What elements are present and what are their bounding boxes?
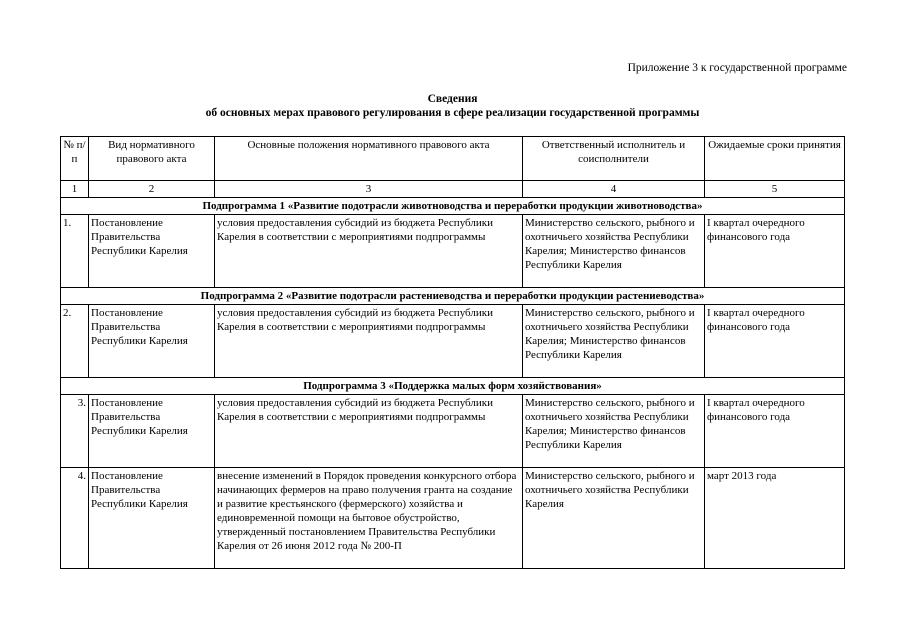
deadline: I квартал очередного финансового года xyxy=(705,305,845,378)
row-number: 4. xyxy=(61,468,89,569)
title-line-2: об основных мерах правового регулирования в сфере реализации государственной программы xyxy=(205,107,700,119)
executor: Министерство сельского, рыбного и охотничьего хозяйства Республики Карелия; Министерство финансов Республики Карелия xyxy=(523,395,705,468)
row-number: 1. xyxy=(61,215,89,288)
column-number: 5 xyxy=(705,181,845,198)
table-row xyxy=(61,468,845,569)
measures-table xyxy=(60,136,845,569)
title-line-1: Сведения xyxy=(427,93,478,105)
column-number: 4 xyxy=(523,181,705,198)
subprogram-row xyxy=(61,198,845,215)
subprogram-row xyxy=(61,378,845,395)
column-number: 3 xyxy=(215,181,523,198)
header-cell: Основные положения нормативного правового акта xyxy=(215,137,523,181)
header-cell: № п/п xyxy=(61,137,89,181)
row-number: 3. xyxy=(61,395,89,468)
deadline: I квартал очередного финансового года xyxy=(705,215,845,288)
subprogram-row xyxy=(61,288,845,305)
column-number: 1 xyxy=(61,181,89,198)
act-type: Постановление Правительства Республики Карелия xyxy=(89,395,215,468)
act-content: внесение изменений в Порядок проведения конкурсного отбора начинающих фермеров на право получения гранта на создание и развитие крестьянского (фермерского) хозяйства и единовременной помощи на бытовое обустройство, утвержденный постановлением Правительства Республики Карелия от 26 июня 2012 года № 200-П xyxy=(215,468,523,569)
act-type: Постановление Правительства Республики Карелия xyxy=(89,215,215,288)
deadline: март 2013 года xyxy=(705,468,845,569)
subprogram-title: Подпрограмма 3 «Поддержка малых форм хозяйствования» xyxy=(61,378,845,395)
subprogram-title: Подпрограмма 1 «Развитие подотрасли животноводства и переработки продукции животноводства» xyxy=(61,198,845,215)
executor: Министерство сельского, рыбного и охотничьего хозяйства Республики Карелия; Министерство финансов Республики Карелия xyxy=(523,305,705,378)
header-cell: Ожидаемые сроки принятия xyxy=(705,137,845,181)
act-content: условия предоставления субсидий из бюджета Республики Карелия в соответствии с мероприятиями подпрограммы xyxy=(215,395,523,468)
document-title xyxy=(0,92,905,120)
act-content: условия предоставления субсидий из бюджета Республики Карелия в соответствии с мероприятиями подпрограммы xyxy=(215,215,523,288)
act-content: условия предоставления субсидий из бюджета Республики Карелия в соответствии с мероприятиями подпрограммы xyxy=(215,305,523,378)
column-numbers-row xyxy=(61,181,845,198)
header-cell: Ответственный исполнитель и соисполнители xyxy=(523,137,705,181)
table-header-row xyxy=(61,137,845,181)
column-number: 2 xyxy=(89,181,215,198)
act-type: Постановление Правительства Республики Карелия xyxy=(89,305,215,378)
header-cell: Вид нормативного правового акта xyxy=(89,137,215,181)
act-type: Постановление Правительства Республики Карелия xyxy=(89,468,215,569)
deadline: I квартал очередного финансового года xyxy=(705,395,845,468)
table-row xyxy=(61,305,845,378)
subprogram-title: Подпрограмма 2 «Развитие подотрасли растениеводства и переработки продукции растениеводства» xyxy=(61,288,845,305)
table-row xyxy=(61,215,845,288)
table-row xyxy=(61,395,845,468)
executor: Министерство сельского, рыбного и охотничьего хозяйства Республики Карелия; Министерство финансов Республики Карелия xyxy=(523,215,705,288)
executor: Министерство сельского, рыбного и охотничьего хозяйства Республики Карелия xyxy=(523,468,705,569)
appendix-label: Приложение 3 к государственной программе xyxy=(627,62,847,74)
row-number: 2. xyxy=(61,305,89,378)
